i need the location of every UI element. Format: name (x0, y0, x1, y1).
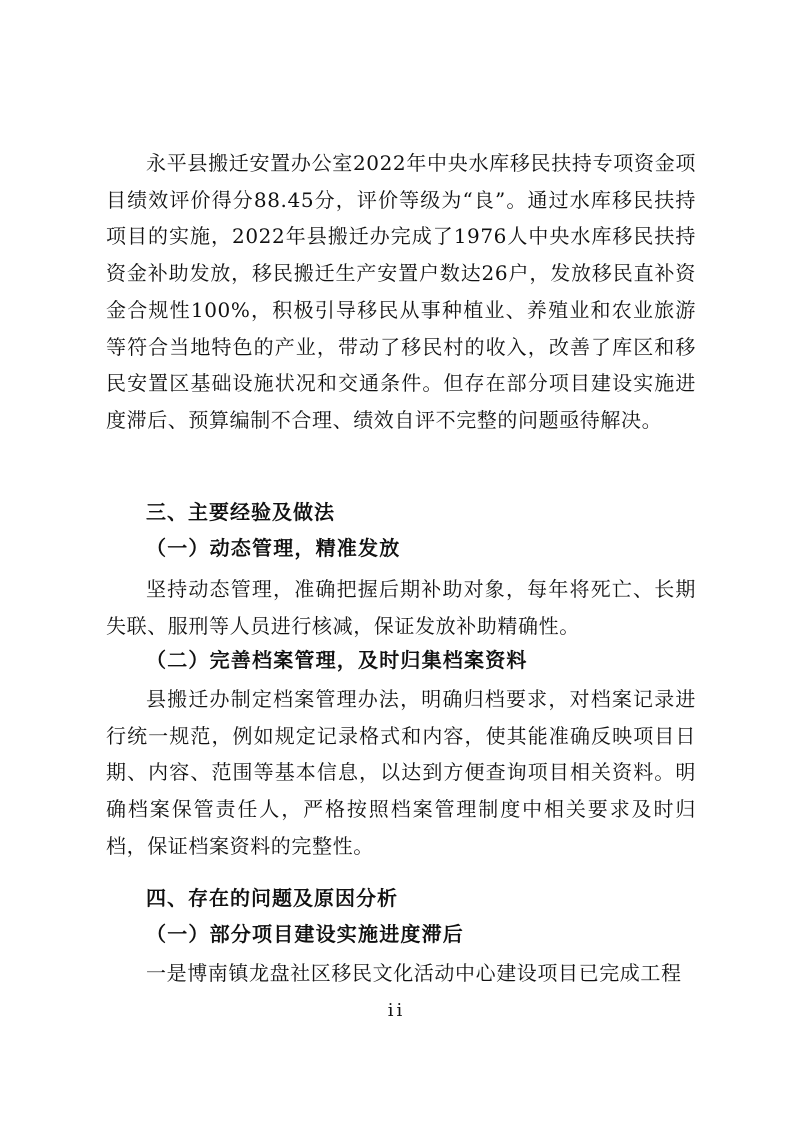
page-number: ii (387, 1000, 406, 1021)
section-heading-experience: 三、主要经验及做法 (146, 500, 335, 524)
section-heading-problems: 四、存在的问题及原因分析 (146, 886, 398, 910)
paragraph-evaluation-summary: 永平县搬迁安置办公室2022年中央水库移民扶持专项资金项目绩效评价得分88.45分，评价等级为“良”。通过水库移民扶持项目的实施，2022年县搬迁办完成了1976人中央水库移民扶持资金补助发放，移民搬迁生产安置户数达26户，发放移民直补资金合规性100%，积极引导移民从事种植业、养殖业和农业旅游等符合当地特色的产业，带动了移民村的收入，改善了库区和移民安置区基础设施状况和交通条件。但存在部分项目建设实施进度滞后、预算编制不合理、绩效自评不完整的问题亟待解决。 (106, 151, 696, 432)
subheading-archive-management: （二）完善档案管理，及时归集档案资料 (146, 648, 528, 672)
paragraph-dynamic-management: 坚持动态管理，准确把握后期补助对象，每年将死亡、长期失联、服刑等人员进行核减，保证发放补助精确性。 (106, 577, 696, 638)
subheading-progress-delay: （一）部分项目建设实施进度滞后 (146, 922, 464, 946)
subheading-dynamic-management: （一）动态管理，精准发放 (146, 536, 401, 560)
paragraph-archive-management: 县搬迁办制定档案管理办法，明确归档要求，对档案记录进行统一规范，例如规定记录格式和内容，使其能准确反映项目日期、内容、范围等基本信息，以达到方便查询项目相关资料。明确档案保管责任人，严格按照档案管理制度中相关要求及时归档，保证档案资料的完整性。 (106, 687, 696, 858)
paragraph-progress-delay: 一是博南镇龙盘社区移民文化活动中心建设项目已完成工程 (146, 961, 682, 985)
